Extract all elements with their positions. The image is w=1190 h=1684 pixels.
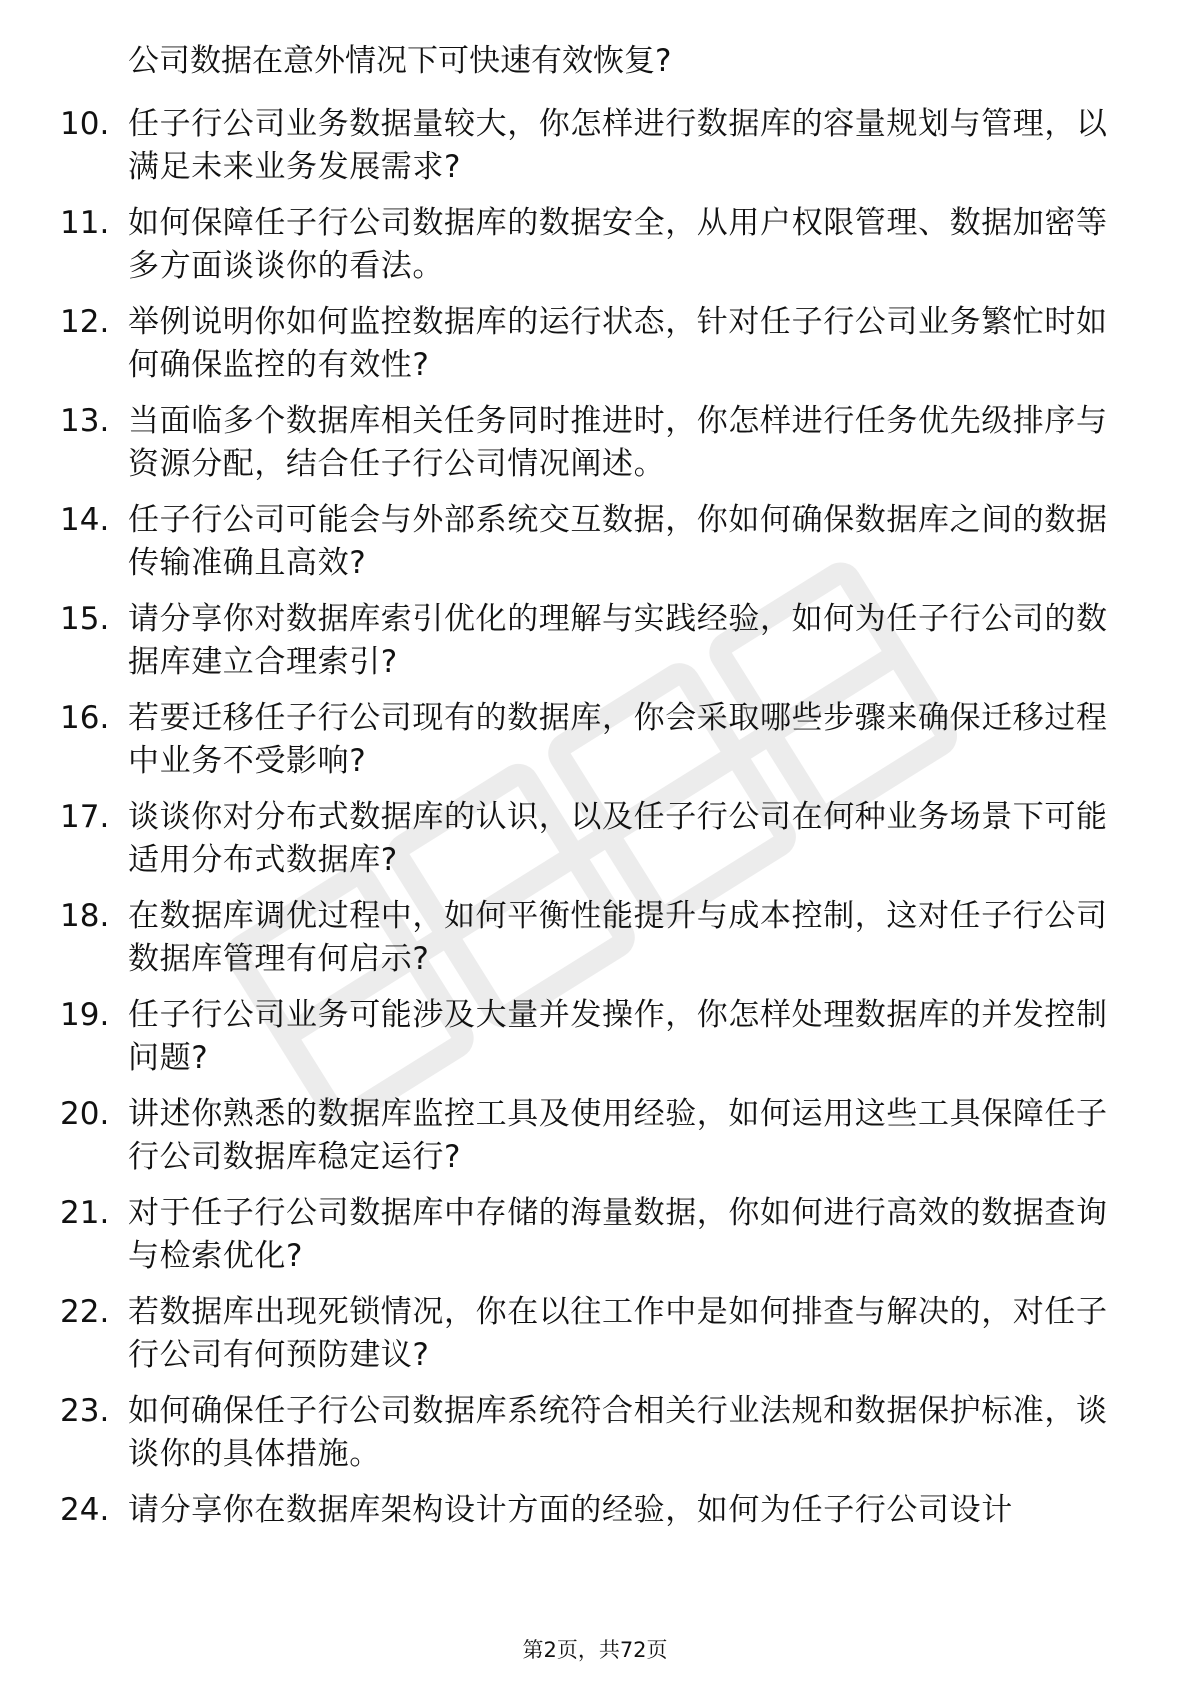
question-item <box>60 499 1120 588</box>
question-number: 19. <box>60 997 110 1033</box>
question-text: 如何保障任子行公司数据库的数据安全，从用户权限管理、数据加密等多方面谈谈你的看法。 <box>128 205 1108 284</box>
question-number: 12. <box>60 304 110 340</box>
question-item <box>60 1390 1120 1479</box>
question-number: 22. <box>60 1294 110 1330</box>
question-list <box>60 103 1120 1578</box>
question-number: 17. <box>60 799 110 835</box>
question-number: 23. <box>60 1393 110 1429</box>
question-text: 若数据库出现死锁情况，你在以往工作中是如何排查与解决的，对任子行公司有何预防建议? <box>128 1294 1108 1373</box>
question-item <box>60 796 1120 885</box>
question-text: 在数据库调优过程中，如何平衡性能提升与成本控制，这对任子行公司数据库管理有何启示? <box>128 898 1108 977</box>
question-number: 15. <box>60 601 110 637</box>
question-text: 当面临多个数据库相关任务同时推进时，你怎样进行任务优先级排序与资源分配，结合任子行公司情况阐述。 <box>128 403 1108 482</box>
question-item <box>60 301 1120 390</box>
question-item <box>60 697 1120 786</box>
question-item <box>60 895 1120 984</box>
question-text: 讲述你熟悉的数据库监控工具及使用经验，如何运用这些工具保障任子行公司数据库稳定运行? <box>128 1096 1108 1175</box>
question-item <box>60 598 1120 687</box>
question-item <box>60 1291 1120 1380</box>
question-number: 16. <box>60 700 110 736</box>
question-item <box>60 1093 1120 1182</box>
question-text: 举例说明你如何监控数据库的运行状态，针对任子行公司业务繁忙时如何确保监控的有效性? <box>128 304 1108 383</box>
question-item <box>60 400 1120 489</box>
question-item <box>60 202 1120 291</box>
question-item <box>60 1192 1120 1281</box>
question-number: 21. <box>60 1195 110 1231</box>
question-item <box>60 1489 1120 1578</box>
continuation-line: 公司数据在意外情况下可快速有效恢复? <box>128 43 672 79</box>
question-number: 13. <box>60 403 110 439</box>
question-text: 请分享你对数据库索引优化的理解与实践经验，如何为任子行公司的数据库建立合理索引? <box>128 601 1108 680</box>
question-number: 18. <box>60 898 110 934</box>
question-item <box>60 994 1120 1083</box>
question-text: 任子行公司业务数据量较大，你怎样进行数据库的容量规划与管理，以满足未来业务发展需求? <box>128 106 1108 185</box>
question-number: 11. <box>60 205 110 241</box>
question-text: 请分享你在数据库架构设计方面的经验，如何为任子行公司设计 <box>128 1492 1013 1528</box>
question-number: 20. <box>60 1096 110 1132</box>
question-text: 任子行公司可能会与外部系统交互数据，你如何确保数据库之间的数据传输准确且高效? <box>128 502 1108 581</box>
question-number: 10. <box>60 106 110 142</box>
question-number: 14. <box>60 502 110 538</box>
question-text: 任子行公司业务可能涉及大量并发操作，你怎样处理数据库的并发控制问题? <box>128 997 1108 1076</box>
page-footer: 第2页，共72页 <box>522 1638 668 1662</box>
question-text: 对于任子行公司数据库中存储的海量数据，你如何进行高效的数据查询与检索优化? <box>128 1195 1108 1274</box>
question-item <box>60 103 1120 192</box>
question-content <box>60 40 1120 1588</box>
question-text: 谈谈你对分布式数据库的认识，以及任子行公司在何种业务场景下可能适用分布式数据库? <box>128 799 1108 878</box>
question-number: 24. <box>60 1492 110 1528</box>
question-text: 如何确保任子行公司数据库系统符合相关行业法规和数据保护标准，谈谈你的具体措施。 <box>128 1393 1108 1472</box>
question-text: 若要迁移任子行公司现有的数据库，你会采取哪些步骤来确保迁移过程中业务不受影响? <box>128 700 1108 779</box>
